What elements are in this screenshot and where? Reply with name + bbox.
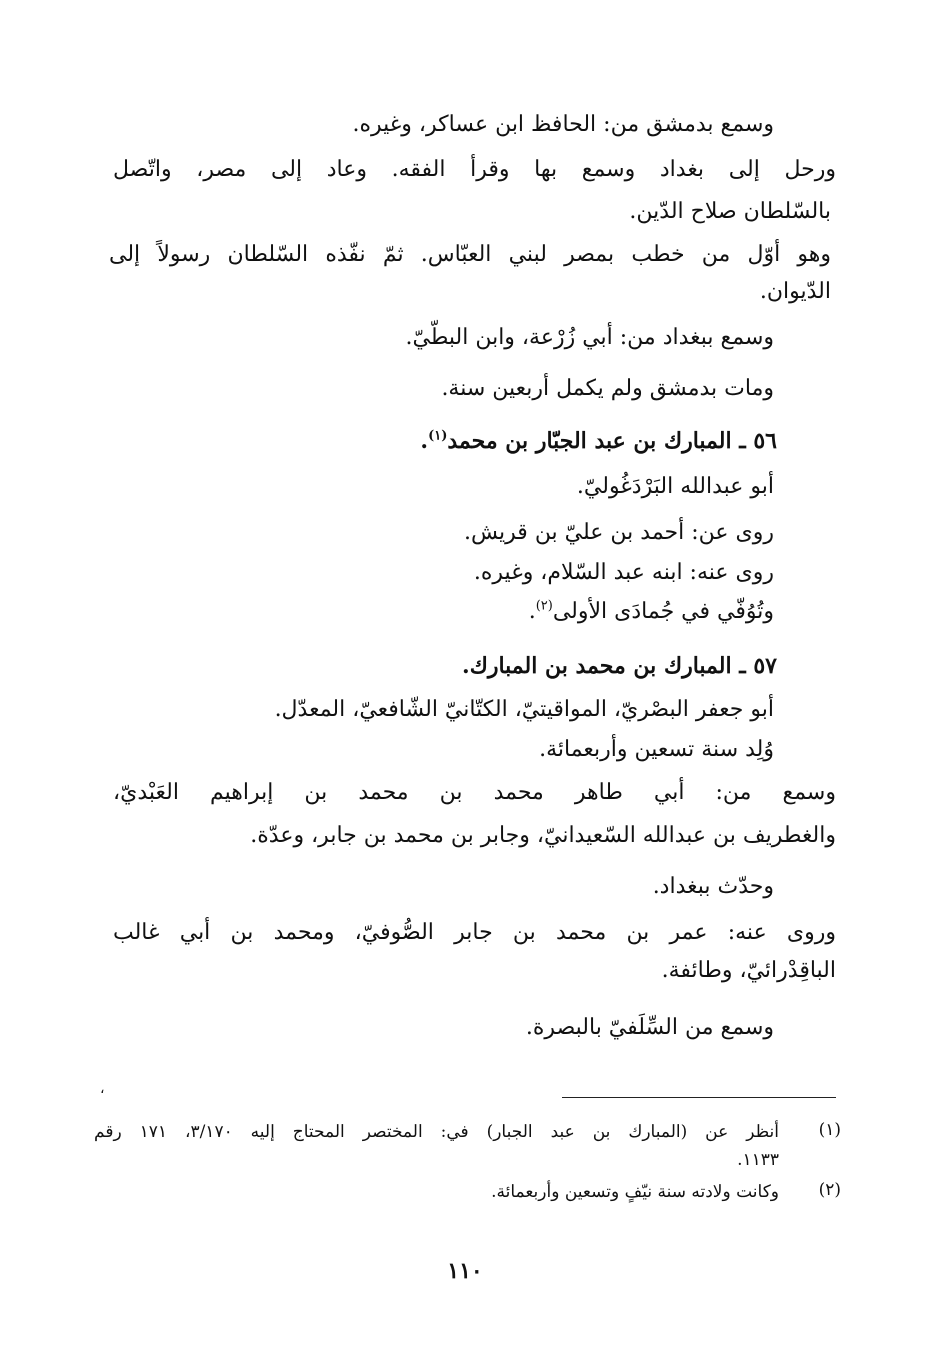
entry-heading-text: ٥٦ ـ المبارك بن عبد الجبّار بن محمد (447, 428, 777, 454)
body-line: بالسّلطان صلاح الدّين. (629, 199, 831, 224)
line-period: . (528, 599, 536, 624)
body-line (529, 597, 774, 627)
body-line: روى عنه: ابنه عبد السّلام، وغيره. (473, 560, 774, 585)
footnote-ref: (٢) (535, 598, 553, 614)
footnote-text: أنظر عن (المبارك بن عبد الجبار) في: المختصر المحتاج إليه ٣/١٧٠، ١٧١ رقم (94, 1122, 779, 1142)
body-line: وحدّث ببغداد. (652, 874, 774, 899)
stray-mark: ، (100, 1081, 105, 1097)
footnote-text: ١١٣٣. (737, 1150, 779, 1170)
body-line: وسمع بدمشق من: الحافظ ابن عساكر، وغيره. (352, 112, 774, 137)
footnote-ref: (١) (428, 428, 448, 444)
footnote-number: (١) (818, 1120, 841, 1140)
heading-period: . (420, 428, 429, 454)
body-line-text: وتُوُفّي في جُمادَى الأولى (552, 599, 774, 624)
body-line: وُلِد سنة تسعين وأربعمائة. (539, 737, 774, 762)
body-line: ورحل إلى بغداد وسمع بها وقرأ الفقه. وعاد إلى مصر، واتّصل (113, 157, 836, 182)
entry-heading (420, 426, 777, 456)
body-line: الباقِدْرائيّ، وطائفة. (661, 958, 836, 983)
body-line: وهو أوّل من خطب بمصر لبني العبّاس. ثمّ نفّذه السّلطان رسولاً إلى (109, 242, 831, 267)
footnote-text: وكانت ولادته سنة نيّفٍ وتسعين وأربعمائة. (491, 1182, 779, 1202)
entry-heading: ٥٧ ـ المبارك بن محمد بن المبارك. (462, 653, 777, 679)
body-line: وسمع من السِّلَفيّ بالبصرة. (525, 1015, 774, 1040)
body-line: ومات بدمشق ولم يكمل أربعين سنة. (441, 376, 774, 401)
body-line: أبو جعفر البصْريّ، المواقيتيّ، الكتّانيّ الشّافعيّ، المعدّل. (274, 697, 774, 722)
body-line: أبو عبدالله البَرْدَغُوليّ. (576, 474, 774, 499)
body-line: وسمع من: أبي طاهر محمد بن محمد بن إبراهيم العَبْديّ، (113, 780, 836, 805)
footnote-separator (562, 1097, 836, 1098)
body-line: روى عن: أحمد بن عليّ بن قريش. (464, 520, 774, 545)
page-number: ١١٠ (447, 1258, 483, 1284)
footnote-number: (٢) (818, 1180, 841, 1200)
body-line: والغطريف بن عبدالله السّعيدانيّ، وجابر بن محمد بن جابر، وعدّة. (250, 823, 836, 848)
body-line: وسمع ببغداد من: أبي زُرْعة، وابن البطّيّ. (405, 325, 774, 350)
body-line: الدّيوان. (759, 279, 831, 304)
body-line: وروى عنه: عمر بن محمد بن جابر الصُّوفيّ، ومحمد بن أبي غالب (113, 920, 836, 945)
